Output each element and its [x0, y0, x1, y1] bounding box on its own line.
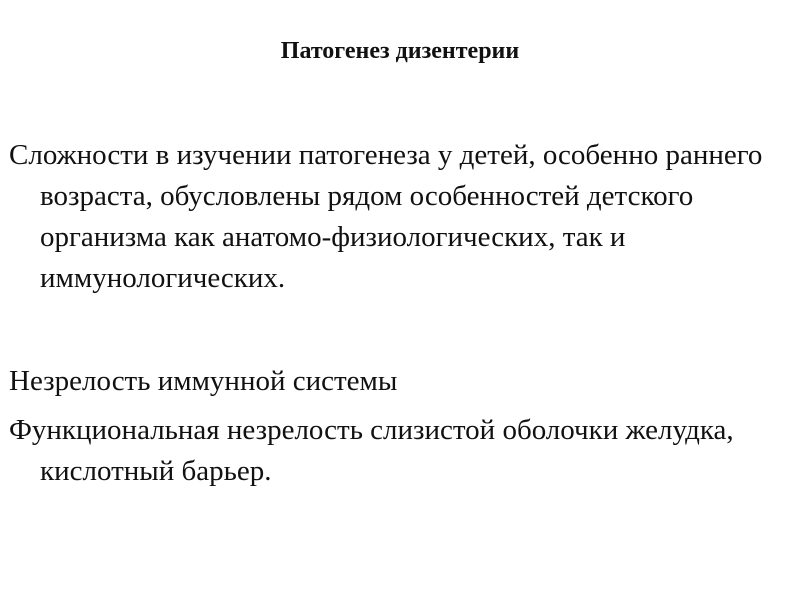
paragraph-immune-immaturity: Незрелость иммунной системы [9, 365, 398, 397]
paragraph-gastric-mucosa-immaturity: Функциональная незрелость слизистой оболочки желудка, кислотный барьер. [9, 414, 734, 487]
slide-title: Патогенез дизентерии [280, 38, 520, 64]
paragraph-pathogenesis-difficulties: Сложности в изучении патогенеза у детей, особенно раннего возраста, обусловлены рядом особенностей детского организма как анатомо-физиологических, так и иммунологических. [9, 139, 763, 294]
